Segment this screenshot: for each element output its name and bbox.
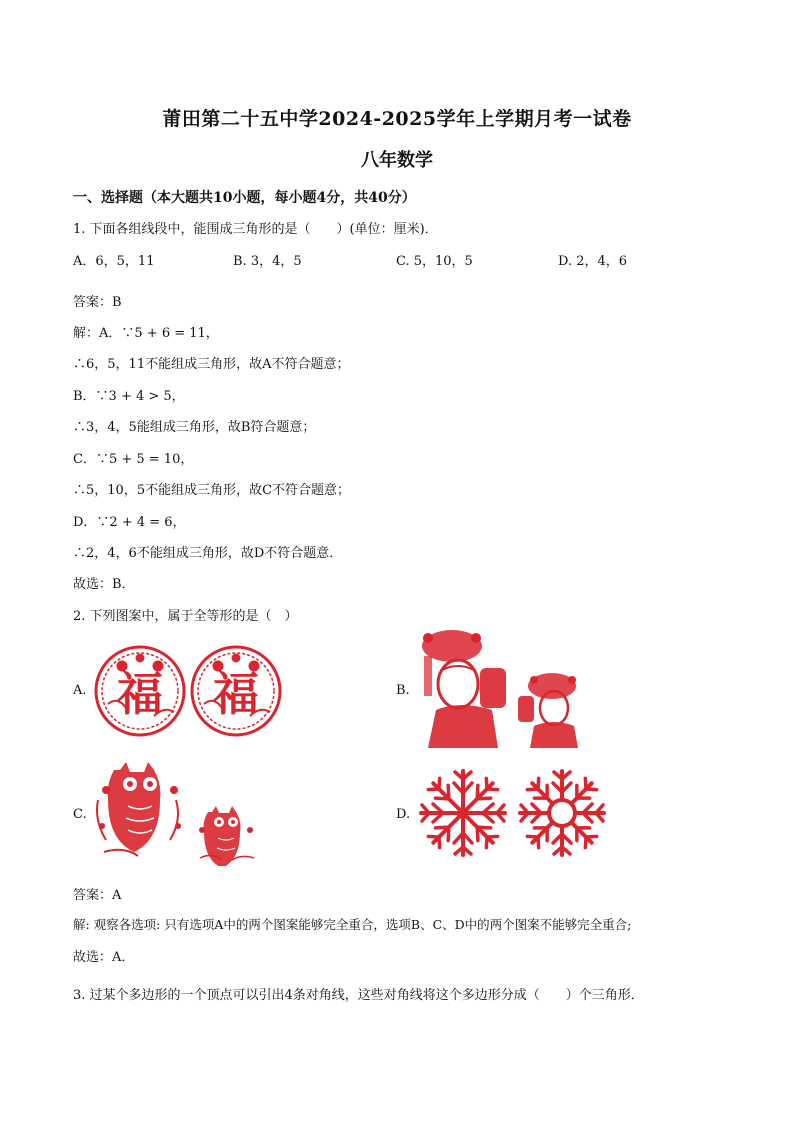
- q1-option-a: A．6，5，11: [73, 254, 155, 269]
- q1-option-c: C. 5，10，5: [396, 254, 473, 269]
- snowflake-solid-center: [421, 771, 505, 855]
- q1-solution-line: C．∵5 + 5 = 10，: [73, 452, 194, 467]
- fu-character-right: 福: [213, 667, 259, 721]
- q1-option-d: D. 2，4，6: [558, 254, 628, 269]
- q1-answer: 答案：B: [73, 295, 122, 310]
- snowflake-ring-center: [520, 771, 604, 855]
- q2-answer: 答案：A: [73, 888, 122, 903]
- fu-character-left: 福: [117, 667, 163, 721]
- q2-option-b-label: B.: [396, 683, 410, 698]
- q1-conclusion: 故选：B．: [73, 577, 135, 592]
- fu-papercut-pair-image: [94, 644, 284, 738]
- section-heading: 一、选择题（本大题共10小题，每小题4分，共40分）: [73, 190, 416, 206]
- q1-solution-line: ∴6，5，11不能组成三角形，故A不符合题意；: [73, 357, 350, 372]
- q2-conclusion: 故选：A．: [73, 950, 135, 965]
- q2-option-a-label: A.: [73, 683, 87, 698]
- opera-figure-large: [422, 630, 506, 748]
- opera-papercut-pair-image: [416, 626, 586, 750]
- q1-solution-line: ∴3，4，5能组成三角形，故B符合题意；: [73, 420, 316, 435]
- q2-stem: 2. 下列图案中，属于全等形的是（ ）: [73, 609, 298, 624]
- exam-title: 莆田第二十五中学2024-2025学年上学期月考一试卷: [162, 108, 632, 130]
- q2-option-d-label: D.: [396, 807, 411, 822]
- q1-option-b: B. 3，4，5: [233, 254, 302, 269]
- snowflake-pair-image: [416, 766, 610, 860]
- q1-stem: 1. 下面各组线段中，能围成三角形的是（ ）(单位：厘米)．: [73, 222, 438, 237]
- owl-papercut-large: [97, 762, 181, 856]
- q1-solution-line: ∴2，4，6不能组成三角形，故D不符合题意．: [73, 546, 343, 561]
- owl-papercut-small: [199, 806, 254, 866]
- q3-stem: 3. 过某个多边形的一个顶点可以引出4条对角线，这些对角线将这个多边形分成（ ）个三角形．: [73, 988, 644, 1003]
- exam-subtitle: 八年数学: [361, 150, 433, 171]
- q1-solution-line: B．∵3 + 4 > 5，: [73, 389, 185, 404]
- q1-solution-line: 解：A．∵5 + 6 = 11，: [73, 326, 219, 341]
- q2-option-c-label: C.: [73, 807, 87, 822]
- q2-solution: 解: 观察各选项: 只有选项A中的两个图案能够完全重合，选项B、C、D中的两个图案不能够完全重合;: [73, 917, 632, 932]
- opera-figure-small: [518, 673, 578, 748]
- q1-solution-line: ∴5，10，5不能组成三角形，故C不符合题意；: [73, 483, 351, 498]
- owl-papercut-pair-image: [94, 760, 274, 866]
- q1-solution-line: D．∵2 + 4 = 6，: [73, 515, 186, 530]
